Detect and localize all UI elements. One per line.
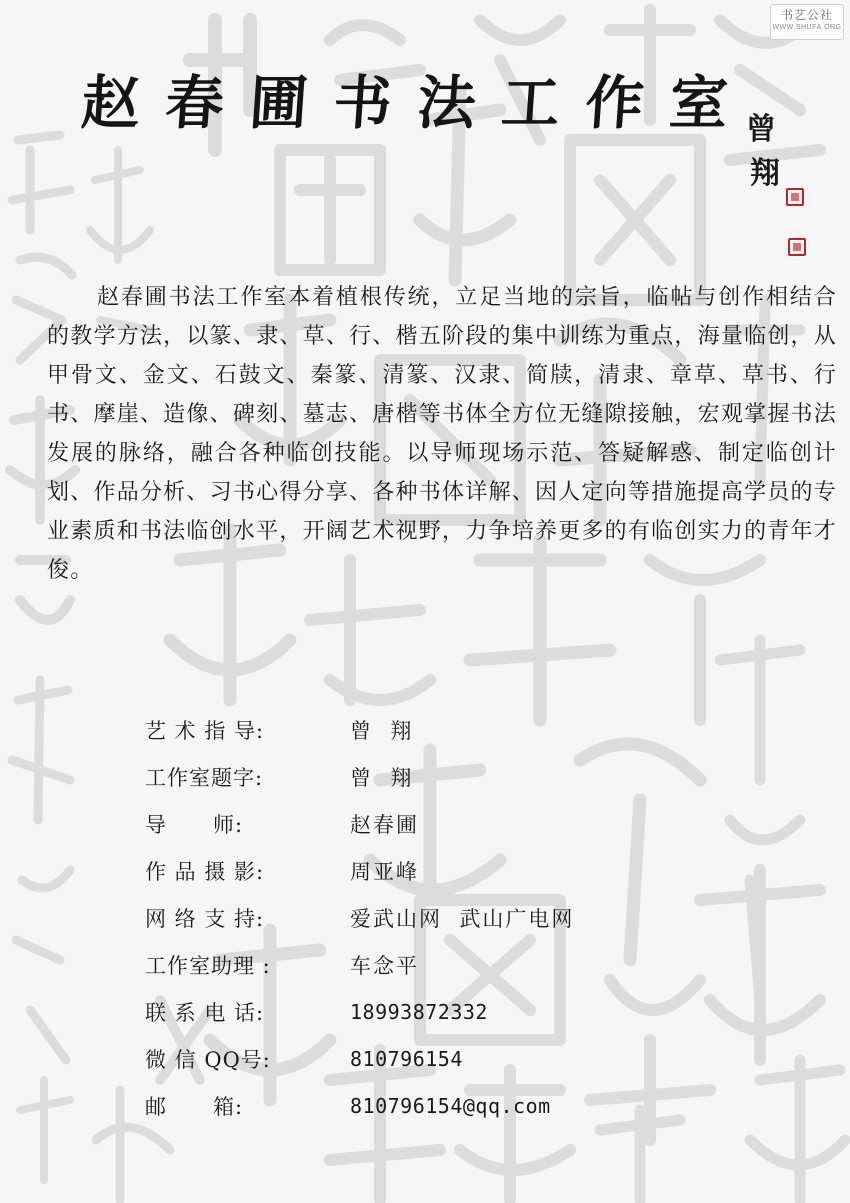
credit-value: 赵春圃 (350, 812, 419, 837)
calligrapher-signature (740, 104, 800, 264)
credit-row-mentor (145, 800, 765, 847)
credit-value: 曾 翔 (350, 718, 414, 743)
credit-row-wechat-qq (145, 1035, 765, 1082)
credit-value: 车念平 (350, 953, 419, 978)
intro-paragraph: 赵春圃书法工作室本着植根传统，立足当地的宗旨，临帖与创作相结合的教学方法，以篆、隶、草、行、楷五阶段的集中训练为重点，海量临创，从甲骨文、金文、石鼓文、秦篆、清篆、汉隶、简牍，清隶、章草、草书、行书、摩崖、造像、碑刻、墓志、唐楷等书体全方位无缝隙接触，宏观掌握书法发展的脉络，融合各种临创技能。以导师现场示范、答疑解惑、制定临创计划、作品分析、习书心得分享、各种书体详解、因人定向等措施提高学员的专业素质和书法临创水平，开阔艺术视野，力争培养更多的有临创实力的青年才俊。 (47, 285, 837, 583)
signature-char-1: 曾 (746, 112, 776, 147)
qq-number: 810796154 (350, 1046, 463, 1071)
credits-list (145, 706, 765, 1129)
email-address: 810796154@qq.com (350, 1093, 551, 1118)
seal-stamp-lower (788, 238, 806, 256)
studio-title: 赵春圃书法工作室 (79, 69, 757, 137)
watermark-name: 书艺公社 (780, 8, 833, 22)
credit-row-photography (145, 847, 765, 894)
credit-label: 工作室助理 : (145, 953, 271, 978)
credit-label: 微 信 QQ号: (145, 1047, 271, 1072)
credit-row-phone (145, 988, 765, 1035)
credit-row-title-calligraphy (145, 753, 765, 800)
credit-row-email (145, 1082, 765, 1129)
credit-value: 曾 翔 (350, 765, 414, 790)
credit-label: 作 品 摄 影: (145, 859, 265, 884)
credit-label: 邮 箱: (145, 1094, 244, 1119)
credit-value: 周亚峰 (350, 859, 419, 884)
signature-char-2: 翔 (750, 156, 780, 191)
credit-row-network-support (145, 894, 765, 941)
credit-row-assistant (145, 941, 765, 988)
credit-label: 网 络 支 持: (145, 906, 265, 931)
site-watermark (770, 4, 844, 40)
credit-label: 艺 术 指 导: (145, 718, 265, 743)
credit-label: 工作室题字: (145, 765, 264, 790)
credit-row-art-director (145, 706, 765, 753)
credit-label: 联 系 电 话: (145, 1000, 265, 1025)
watermark-site: WWW.SHUFA.ORG (772, 24, 842, 31)
credit-value: 爱武山网 武山广电网 (350, 906, 575, 931)
credit-label: 导 师: (145, 812, 244, 837)
phone-number: 18993872332 (350, 999, 488, 1024)
seal-stamp-upper (786, 188, 804, 206)
